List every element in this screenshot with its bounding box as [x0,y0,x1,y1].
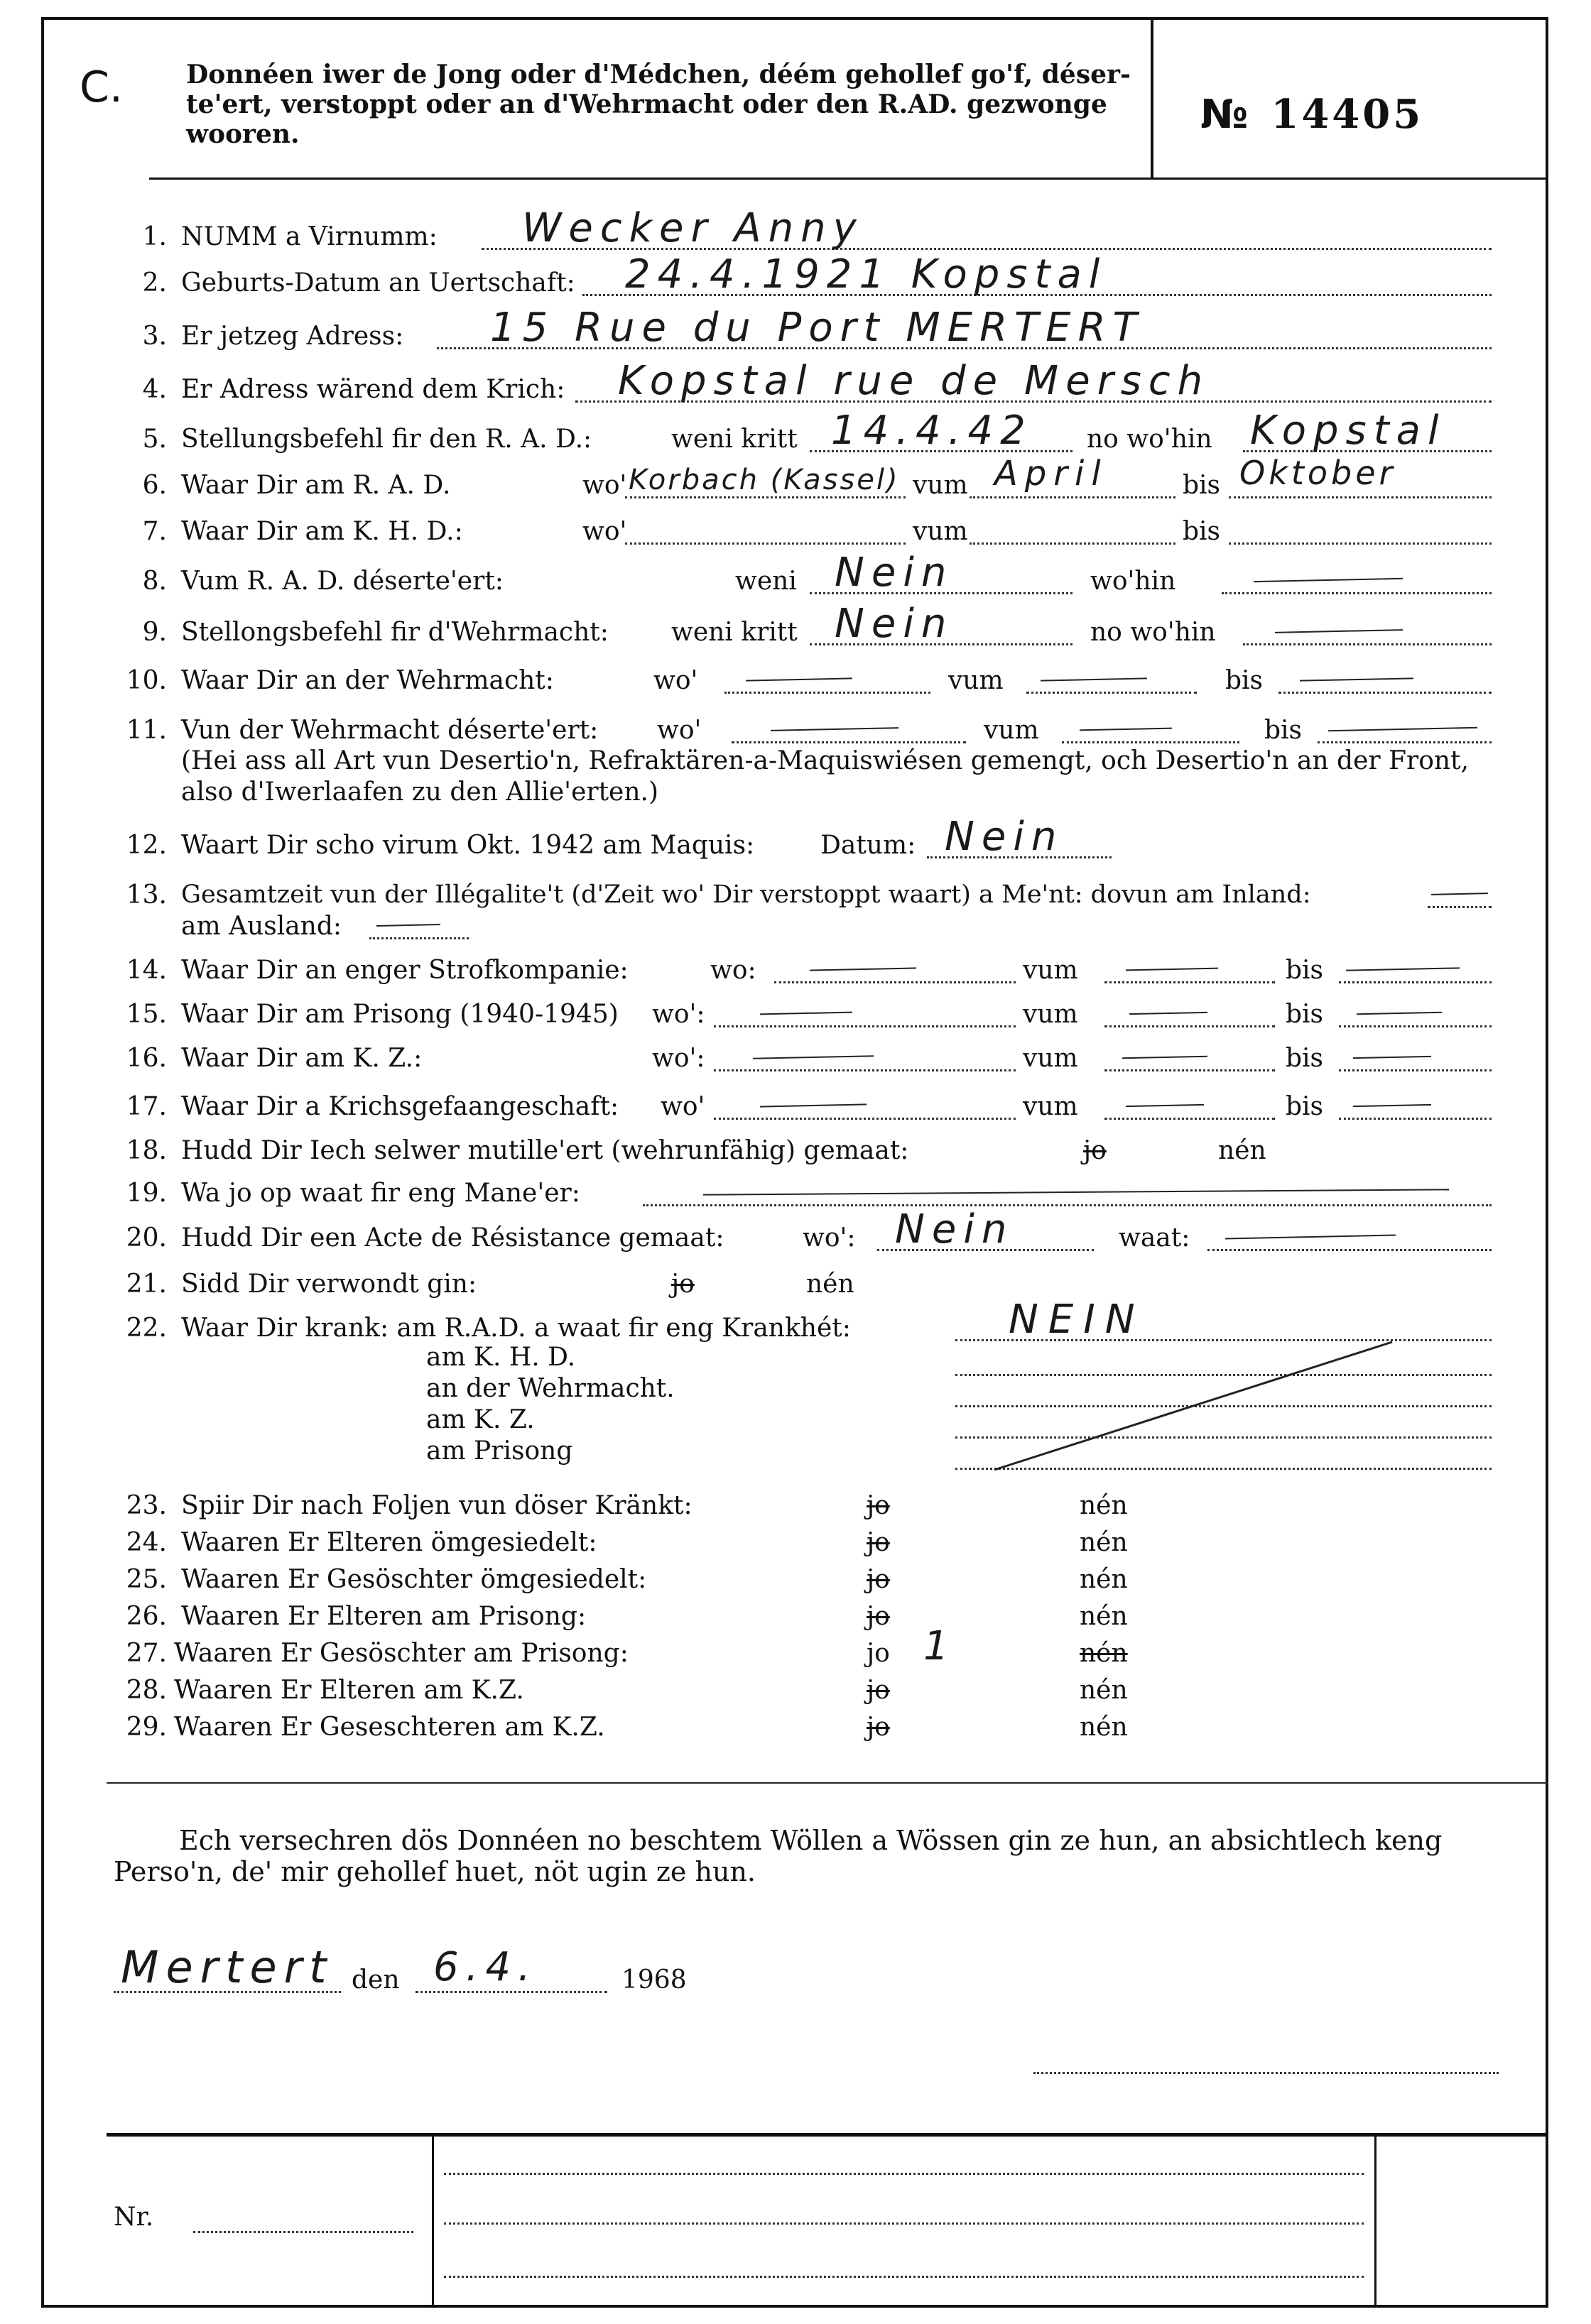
from-line[interactable] [1104,1069,1275,1071]
question-13-abroad [0,906,1591,947]
question-label: Waar Dir an der Wehrmacht: [181,666,554,695]
blank-dash [1346,967,1460,971]
question-27 [0,1623,1591,1674]
blank-dash [1126,1104,1204,1107]
from-label: vum [913,517,968,546]
blank-dash [1300,677,1413,681]
question-number: 18. [126,1136,167,1165]
question-number: 6. [142,471,167,500]
question-label: Er Adress wärend dem Krich: [181,375,565,404]
blank-dash [1254,578,1403,582]
sub-item: am K. H. D. [426,1343,576,1372]
form-number [1200,91,1423,138]
question-label: Waaren Er Gesöschter ömgesiedelt: [181,1565,647,1594]
handwritten-day: 6.4. [433,1944,538,1990]
question-number: 10. [126,666,167,695]
where-label: wo' [657,716,702,745]
to-line[interactable] [1278,692,1492,694]
question-18 [0,1130,1591,1172]
handwritten-answer: 1 [923,1623,956,1669]
blank-dash [1129,1012,1207,1015]
to-label: bis [1286,1044,1324,1073]
from-line[interactable] [970,542,1175,545]
sub-item: an der Wehrmacht. [426,1374,675,1403]
question-2 [0,251,1591,304]
question-label: Geburts-Datum an Uertschaft: [181,268,575,298]
yes-option[interactable]: jo [867,1676,890,1705]
to-line[interactable] [1229,496,1492,498]
question-12 [0,814,1591,866]
question-14 [0,950,1591,991]
question-label: Waaren Er Gesöschter am Prisong: [174,1639,629,1668]
handwritten-answer: April [994,454,1108,493]
where-line[interactable] [625,496,906,498]
to-label: bis [1183,517,1221,546]
from-label: vum [984,716,1039,745]
where-line[interactable] [714,1025,1016,1027]
blank-dash [376,924,440,927]
question-label: Stellongsbefehl fir d'Wehrmacht: [181,618,609,647]
den-label: den [352,1965,400,1995]
question-28 [0,1670,1591,1711]
handwritten-answer: Kopstal rue de Mersch [618,358,1210,404]
where-label: wo' [582,471,627,500]
question-label: Stellungsbefehl fir den R. A. D.: [181,425,592,454]
where-line[interactable] [724,692,930,694]
question-label: Waar Dir am Prisong (1940-1945) [181,1000,619,1029]
handwritten-answer: 24.4.1921 Kopstal [625,251,1107,298]
question-number: 8. [142,567,167,596]
handwritten-place: Mertert [121,1941,334,1993]
yes-option[interactable]: jo [1083,1136,1107,1165]
where-line[interactable] [625,542,906,545]
question-label: Hudd Dir Iech selwer mutille'ert (wehrunfähig) gemaat: [181,1136,909,1165]
footer-divider [432,2137,434,2307]
question-4 [0,358,1591,410]
question-8 [0,550,1591,602]
question-number: 29. [126,1713,167,1742]
no-option[interactable]: nén [1218,1136,1266,1165]
question-23 [0,1485,1591,1527]
handwritten-answer: Kopstal [1250,408,1446,454]
to-label: bis [1286,956,1324,985]
to-label: bis [1286,1000,1324,1029]
handwritten-answer: Nein [835,601,954,647]
footer-line[interactable] [444,2173,1364,2175]
from-line[interactable] [1026,692,1197,694]
question-11-note: (Hei ass all Art vun Desertio'n, Refraktären-a-Maquiswiésen gemengt, och Desertio'n an der Front, also d'Iwerlaafen zu den Allie'erten.) [181,746,1469,807]
signature-line[interactable] [1033,2072,1499,2074]
where-line[interactable] [1222,592,1492,594]
sub-item: am K. Z. [426,1405,535,1434]
yes-option[interactable]: jo [867,1713,890,1742]
blank-dash [810,967,916,971]
where-label: no wo'hin [1090,618,1216,647]
question-number: 26. [126,1602,167,1631]
question-number: 11. [126,716,167,745]
question-7 [0,511,1591,552]
nr-line[interactable] [193,2231,413,2233]
from-label: vum [1023,1092,1078,1121]
question-number: 1. [142,222,167,251]
where-label: wo' [661,1092,705,1121]
where-line[interactable] [732,741,966,743]
to-line[interactable] [1339,1069,1492,1071]
what-label: waat: [1119,1223,1190,1253]
from-label: vum [913,471,968,500]
blank-dash [1122,1056,1207,1059]
signature-row [0,1941,1591,2001]
question-number: 19. [126,1179,167,1208]
question-15 [0,994,1591,1035]
question-label: Waar Dir an enger Strofkompanie: [181,956,629,985]
to-line[interactable] [1339,1118,1492,1120]
where-label: wo'hin [1090,567,1176,596]
no-option[interactable]: nén [1080,1713,1128,1742]
question-22-sublist [426,1342,675,1467]
blank-dash [1225,1234,1396,1239]
sub-item: am Prisong [426,1436,573,1466]
question-20 [0,1206,1591,1259]
question-number: 21. [126,1270,167,1299]
question-number: 24. [126,1528,167,1557]
question-number: 27. [126,1639,167,1668]
from-label: vum [1023,1000,1078,1029]
to-label: bis [1286,1092,1324,1121]
from-label: vum [948,666,1004,695]
question-number: 22. [126,1314,167,1343]
question-26 [0,1596,1591,1637]
blank-dash [760,1103,867,1107]
question-label: Waar Dir am R. A. D. [181,471,451,500]
question-number: 28. [126,1676,167,1705]
cross-out-slash [987,1335,1399,1477]
handwritten-answer: 14.4.42 [831,408,1033,454]
when-label: weni [735,567,797,596]
from-line[interactable] [1104,1025,1275,1027]
question-label: Waaren Er Elteren am K.Z. [174,1676,524,1705]
question-29 [0,1707,1591,1748]
handwritten-answer: NEIN [1009,1297,1145,1343]
question-number: 23. [126,1491,167,1520]
question-number: 2. [142,268,167,298]
question-6 [0,454,1591,506]
question-21 [0,1264,1591,1305]
question-16 [0,1038,1591,1079]
blank-dash [753,1055,874,1059]
form-title: Donnéen iwer de Jong oder d'Médchen, déém gehollef go'f, déser-te'ert, verstoppt oder an d'Wehrmacht oder den R.AD. gezwonge wooren. [186,60,1131,149]
to-label: bis [1183,471,1221,500]
question-number: 16. [126,1044,167,1073]
handwritten-answer: Nein [945,814,1064,860]
from-line[interactable] [1062,741,1239,743]
from-label: vum [1023,956,1078,985]
where-line[interactable] [714,1118,1016,1120]
question-10 [0,660,1591,702]
blank-dash [1275,629,1403,633]
date-label: Datum: [820,831,916,860]
question-number: 15. [126,1000,167,1029]
question-number: 4. [142,375,167,404]
question-17 [0,1086,1591,1128]
where-label: wo' [582,517,627,546]
no-option[interactable]: nén [1080,1528,1128,1557]
blank-dash [1126,968,1218,971]
from-label: vum [1023,1044,1078,1073]
question-label: Hudd Dir een Acte de Résistance gemaat: [181,1223,724,1253]
blank-dash [771,727,898,731]
question-label: Waaren Er Elteren ömgesiedelt: [181,1528,597,1557]
blank-dash [760,1012,852,1015]
to-label: bis [1264,716,1303,745]
question-label: Sidd Dir verwondt gin: [181,1270,477,1299]
from-line[interactable] [1104,981,1275,983]
yes-option[interactable]: jo [867,1639,890,1668]
abroad-label: am Ausland: [181,912,342,941]
question-number: 3. [142,322,167,351]
question-number: 25. [126,1565,167,1594]
blank-dash [746,677,852,681]
footer-line[interactable] [444,2222,1364,2225]
declaration-text: Ech versechren dös Donnéen no beschtem Wöllen a Wössen gin ze hun, an absichtlech keng Perso'n, de' mir gehollef huet, nöt ugin ze hun. [114,1825,1443,1887]
where-label: no wo'hin [1087,425,1212,454]
yes-option[interactable]: jo [867,1491,890,1520]
question-label: Waaren Er Elteren am Prisong: [181,1602,587,1631]
what-line[interactable] [1207,1249,1492,1251]
handwritten-answer: Nein [835,550,954,596]
where-label: wo: [710,956,756,985]
when-label: weni kritt [671,425,798,454]
handwritten-answer: 15 Rue du Port MERTERT [490,305,1144,351]
where-label: wo': [652,1044,705,1073]
where-line[interactable] [714,1069,1016,1071]
handwritten-answer: Oktober [1239,454,1396,492]
no-option[interactable]: nén [1080,1676,1128,1705]
blank-dash [1041,677,1147,681]
question-24 [0,1522,1591,1564]
numero-symbol: № [1200,92,1251,138]
yes-option[interactable]: jo [867,1602,890,1631]
section-letter: C. [80,62,123,112]
question-label: Waar Dir am K. H. D.: [181,517,463,546]
no-option[interactable]: nén [1080,1491,1128,1520]
question-19 [0,1173,1591,1214]
question-label: Wa jo op waat fir eng Mane'er: [181,1179,580,1208]
yes-option[interactable]: jo [867,1565,890,1594]
no-option[interactable]: nén [1080,1639,1128,1668]
where-line[interactable] [1243,643,1492,645]
handwritten-answer: Nein [895,1206,1014,1253]
blank-dash [1328,727,1477,731]
to-line[interactable] [1339,1025,1492,1027]
blank-dash [1357,1012,1442,1015]
blank-dash [1353,1056,1431,1059]
no-option[interactable]: nén [806,1270,854,1299]
to-line[interactable] [1229,542,1492,545]
question-label: Waaren Er Geseschteren am K.Z. [174,1713,605,1742]
question-number: 13. [126,880,167,910]
to-label: bis [1225,666,1264,695]
question-3 [0,305,1591,357]
blank-dash [1431,893,1488,895]
question-number: 9. [142,618,167,647]
question-number: 12. [126,831,167,860]
header-rule [149,178,1548,180]
no-option[interactable]: nén [1080,1565,1128,1594]
where-label: wo': [803,1223,856,1253]
blank-dash [1080,728,1172,731]
to-line[interactable] [1339,981,1492,983]
section-rule [107,1782,1548,1784]
handwritten-answer: Korbach (Kassel) [629,464,900,496]
question-25 [0,1559,1591,1600]
question-label: Er jetzeg Adress: [181,322,404,351]
question-number: 17. [126,1092,167,1121]
where-label: wo' [653,666,698,695]
question-label: Vum R. A. D. déserte'ert: [181,567,504,596]
year-label: 1968 [621,1965,687,1995]
question-number: 7. [142,517,167,546]
question-label: Waar Dir krank: am R.A.D. a waat fir eng Krankhét: [181,1314,851,1343]
yes-option[interactable]: jo [671,1270,695,1299]
to-line[interactable] [1318,741,1492,743]
question-label: NUMM a Virnumm: [181,222,438,251]
form-number-value: 14405 [1271,91,1424,138]
where-line[interactable] [774,981,1016,983]
question-label: Waar Dir a Krichsgefaangeschaft: [181,1092,619,1121]
header-divider [1151,17,1153,178]
handwritten-answer: Wecker Anny [522,205,864,251]
when-label: weni kritt [671,618,798,647]
blank-dash [1353,1104,1431,1107]
yes-option[interactable]: jo [867,1528,890,1557]
question-number: 5. [142,425,167,454]
blank-dash [703,1189,1449,1195]
no-option[interactable]: nén [1080,1602,1128,1631]
from-line[interactable] [970,496,1175,498]
question-label: Waart Dir scho virum Okt. 1942 am Maquis: [181,831,755,860]
abroad-line[interactable] [369,937,469,939]
footer-top-rule [107,2133,1548,2137]
question-9 [0,601,1591,653]
question-label: Gesamtzeit vun der Illégalite't (d'Zeit wo' Dir verstoppt waart) a Me'nt: dovun am Inland: [181,880,1311,909]
nr-label: Nr. [114,2203,154,2232]
question-label: Waar Dir am K. Z.: [181,1044,423,1073]
day-line[interactable] [416,1991,607,1993]
where-label: wo': [652,1000,705,1029]
answer-line[interactable] [643,1204,1492,1206]
footer-divider [1374,2137,1376,2307]
from-line[interactable] [1104,1118,1275,1120]
question-number: 14. [126,956,167,985]
question-number: 20. [126,1223,167,1253]
footer-line[interactable] [444,2276,1364,2278]
question-label: Spiir Dir nach Foljen vun döser Kränkt: [181,1491,693,1520]
question-label: Vun der Wehrmacht déserte'ert: [181,716,599,745]
